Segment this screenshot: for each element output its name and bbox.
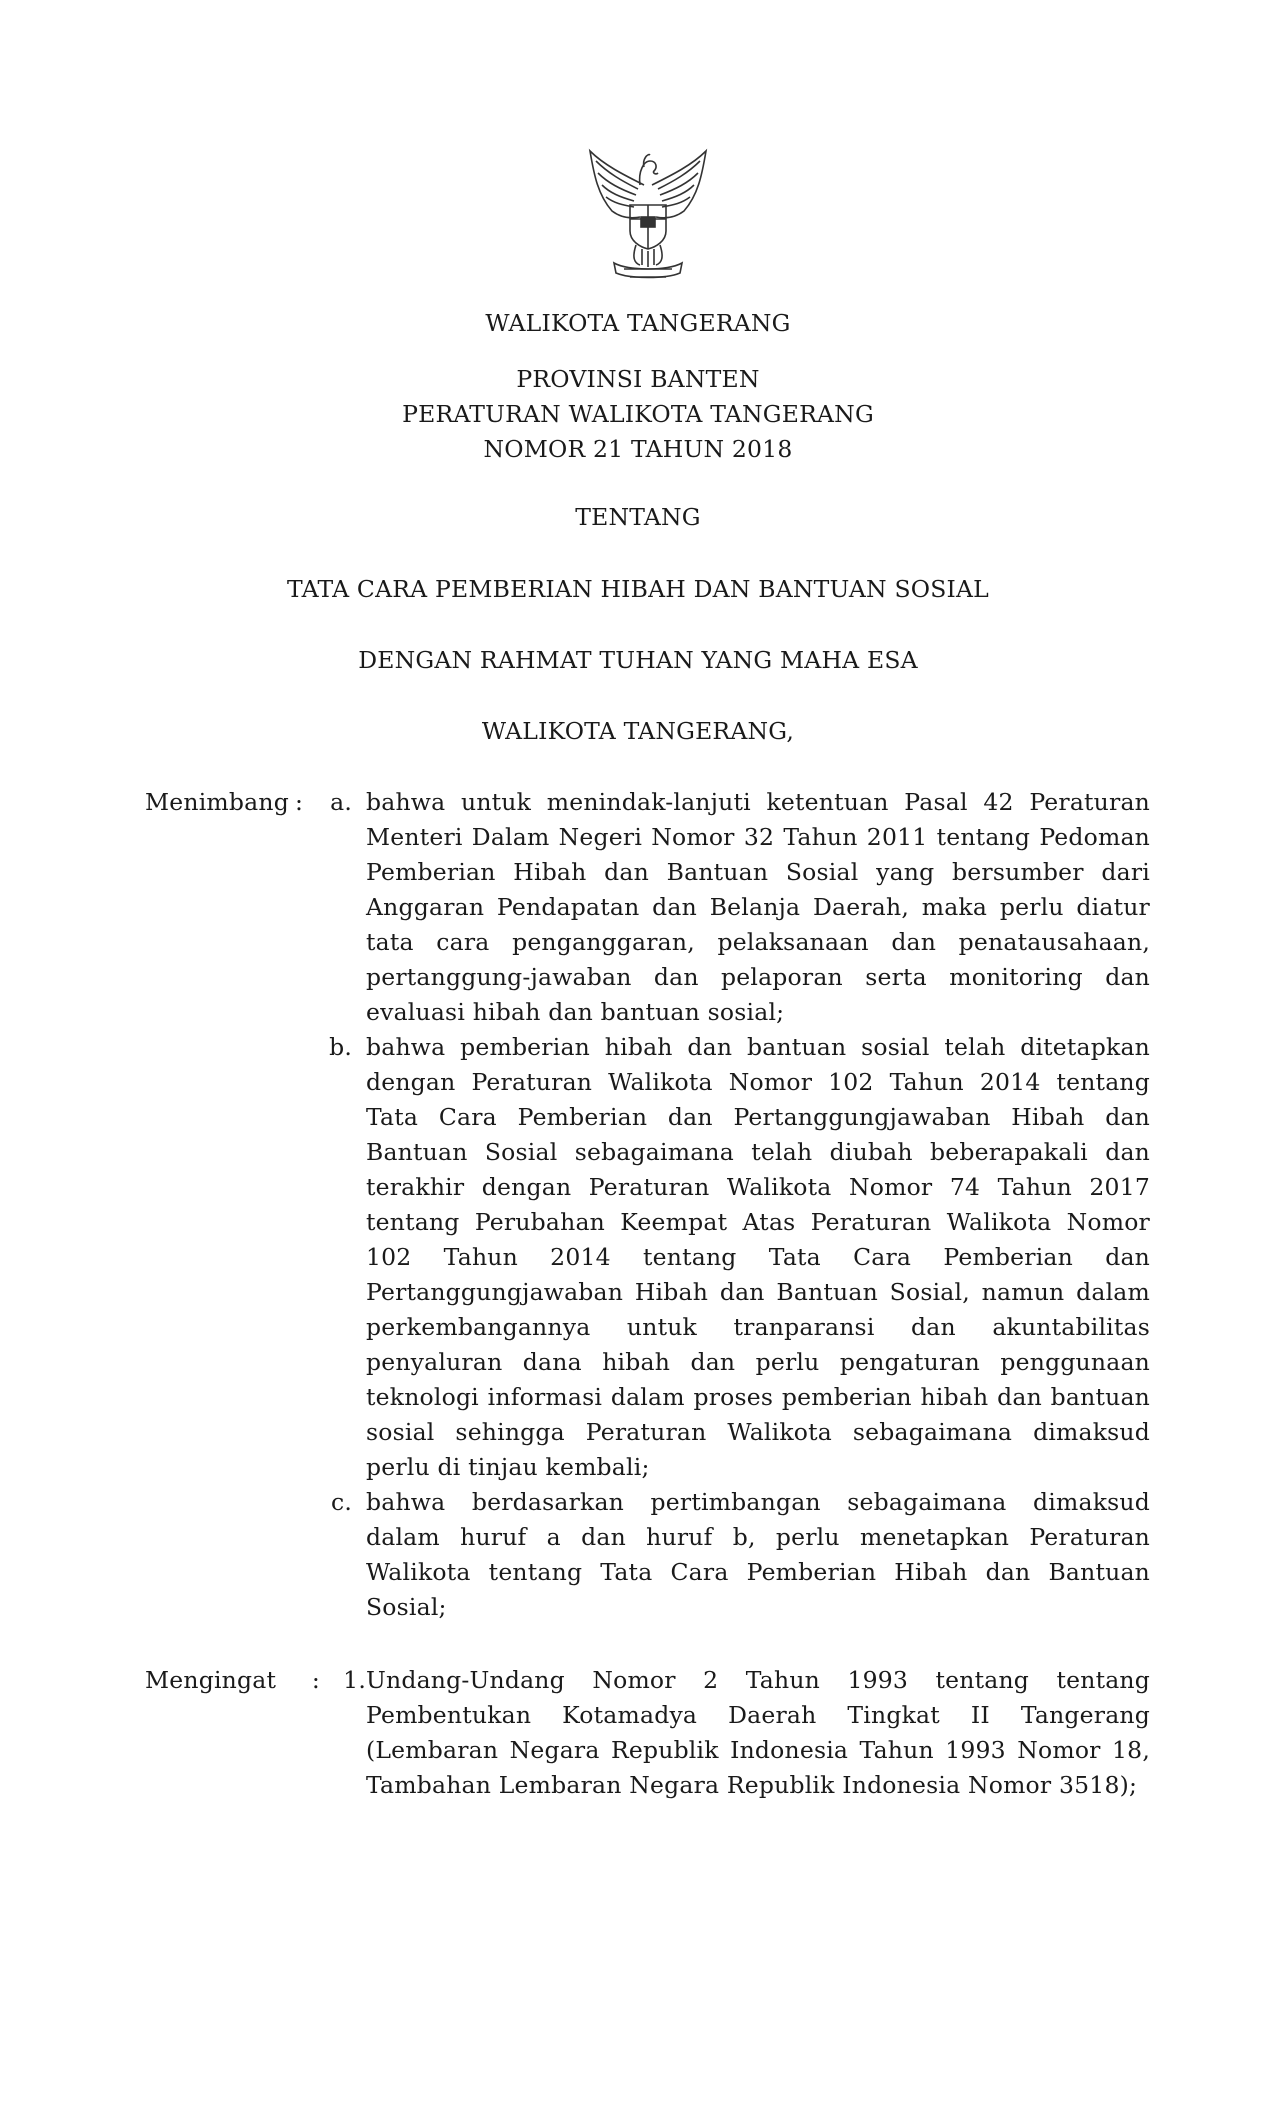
heading-walikota-sign: WALIKOTA TANGERANG, bbox=[481, 717, 795, 745]
item-text: bahwa berdasarkan pertimbangan sebagaimana dimaksud dalam huruf a dan huruf b, perlu menetapkan Peraturan Walikota tentang Tata Cara Pemberian Hibah dan Bantuan Sosial; bbox=[366, 1488, 1150, 1621]
menimbang-section bbox=[145, 785, 1150, 1625]
menimbang-item-a bbox=[145, 785, 1150, 1030]
garuda-emblem bbox=[584, 145, 712, 285]
item-marker: a. bbox=[330, 788, 352, 816]
heading-block bbox=[0, 362, 1276, 467]
mengingat-colon: : bbox=[311, 1666, 320, 1694]
heading-peraturan: PERATURAN WALIKOTA TANGERANG bbox=[402, 400, 874, 428]
heading-nomor: NOMOR 21 TAHUN 2018 bbox=[483, 435, 793, 463]
item-marker: c. bbox=[330, 1488, 352, 1516]
mengingat-label: Mengingat bbox=[145, 1666, 277, 1694]
heading-provinsi: PROVINSI BANTEN bbox=[516, 365, 760, 393]
menimbang-item-c bbox=[145, 1485, 1150, 1625]
menimbang-colon: : bbox=[295, 788, 304, 816]
heading-rahmat: DENGAN RAHMAT TUHAN YANG MAHA ESA bbox=[358, 646, 918, 674]
item-text: bahwa pemberian hibah dan bantuan sosial telah ditetapkan dengan Peraturan Walikota Nomor 102 Tahun 2014 tentang Tata Cara Pemberian dan Pertanggungjawaban Hibah dan Bantuan Sosial sebagaimana telah diubah beberapakali dan terakhir dengan Peraturan Walikota Nomor 74 Tahun 2017 tentang Perubahan Keempat Atas Peraturan Walikota Nomor 102 Tahun 2014 tentang Tata Cara Pemberian dan Pertanggungjawaban Hibah dan Bantuan Sosial, namun dalam perkembangannya untuk tranparansi dan akuntabilitas penyaluran dana hibah dan perlu pengaturan penggunaan teknologi informasi dalam proses pemberian hibah dan bantuan sosial sehingga Peraturan Walikota sebagaimana dimaksud perlu di tinjau kembali; bbox=[366, 1033, 1150, 1481]
heading-tentang: TENTANG bbox=[575, 503, 701, 531]
heading-walikota: WALIKOTA TANGERANG bbox=[485, 309, 791, 337]
mengingat-section bbox=[145, 1663, 1150, 1803]
item-marker: b. bbox=[329, 1033, 352, 1061]
menimbang-label: Menimbang bbox=[145, 788, 289, 816]
item-marker: 1. bbox=[343, 1666, 366, 1694]
item-text: bahwa untuk menindak-lanjuti ketentuan Pasal 42 Peraturan Menteri Dalam Negeri Nomor 32 Tahun 2011 tentang Pedoman Pemberian Hibah dan Bantuan Sosial yang bersumber dari Anggaran Pendapatan dan Belanja Daerah, maka perlu diatur tata cara penganggaran, pelaksanaan dan penatausahaan, pertanggung-jawaban dan pelaporan serta monitoring dan evaluasi hibah dan bantuan sosial; bbox=[366, 788, 1150, 1026]
regulation-title: TATA CARA PEMBERIAN HIBAH DAN BANTUAN SOSIAL bbox=[287, 575, 989, 603]
mengingat-item-1 bbox=[145, 1663, 1150, 1803]
menimbang-item-b bbox=[145, 1030, 1150, 1485]
item-text: Undang-Undang Nomor 2 Tahun 1993 tentang tentang Pembentukan Kotamadya Daerah Tingkat II Tangerang (Lembaran Negara Republik Indonesia Tahun 1993 Nomor 18, Tambahan Lembaran Negara Republik Indonesia Nomor 3518); bbox=[366, 1666, 1150, 1799]
